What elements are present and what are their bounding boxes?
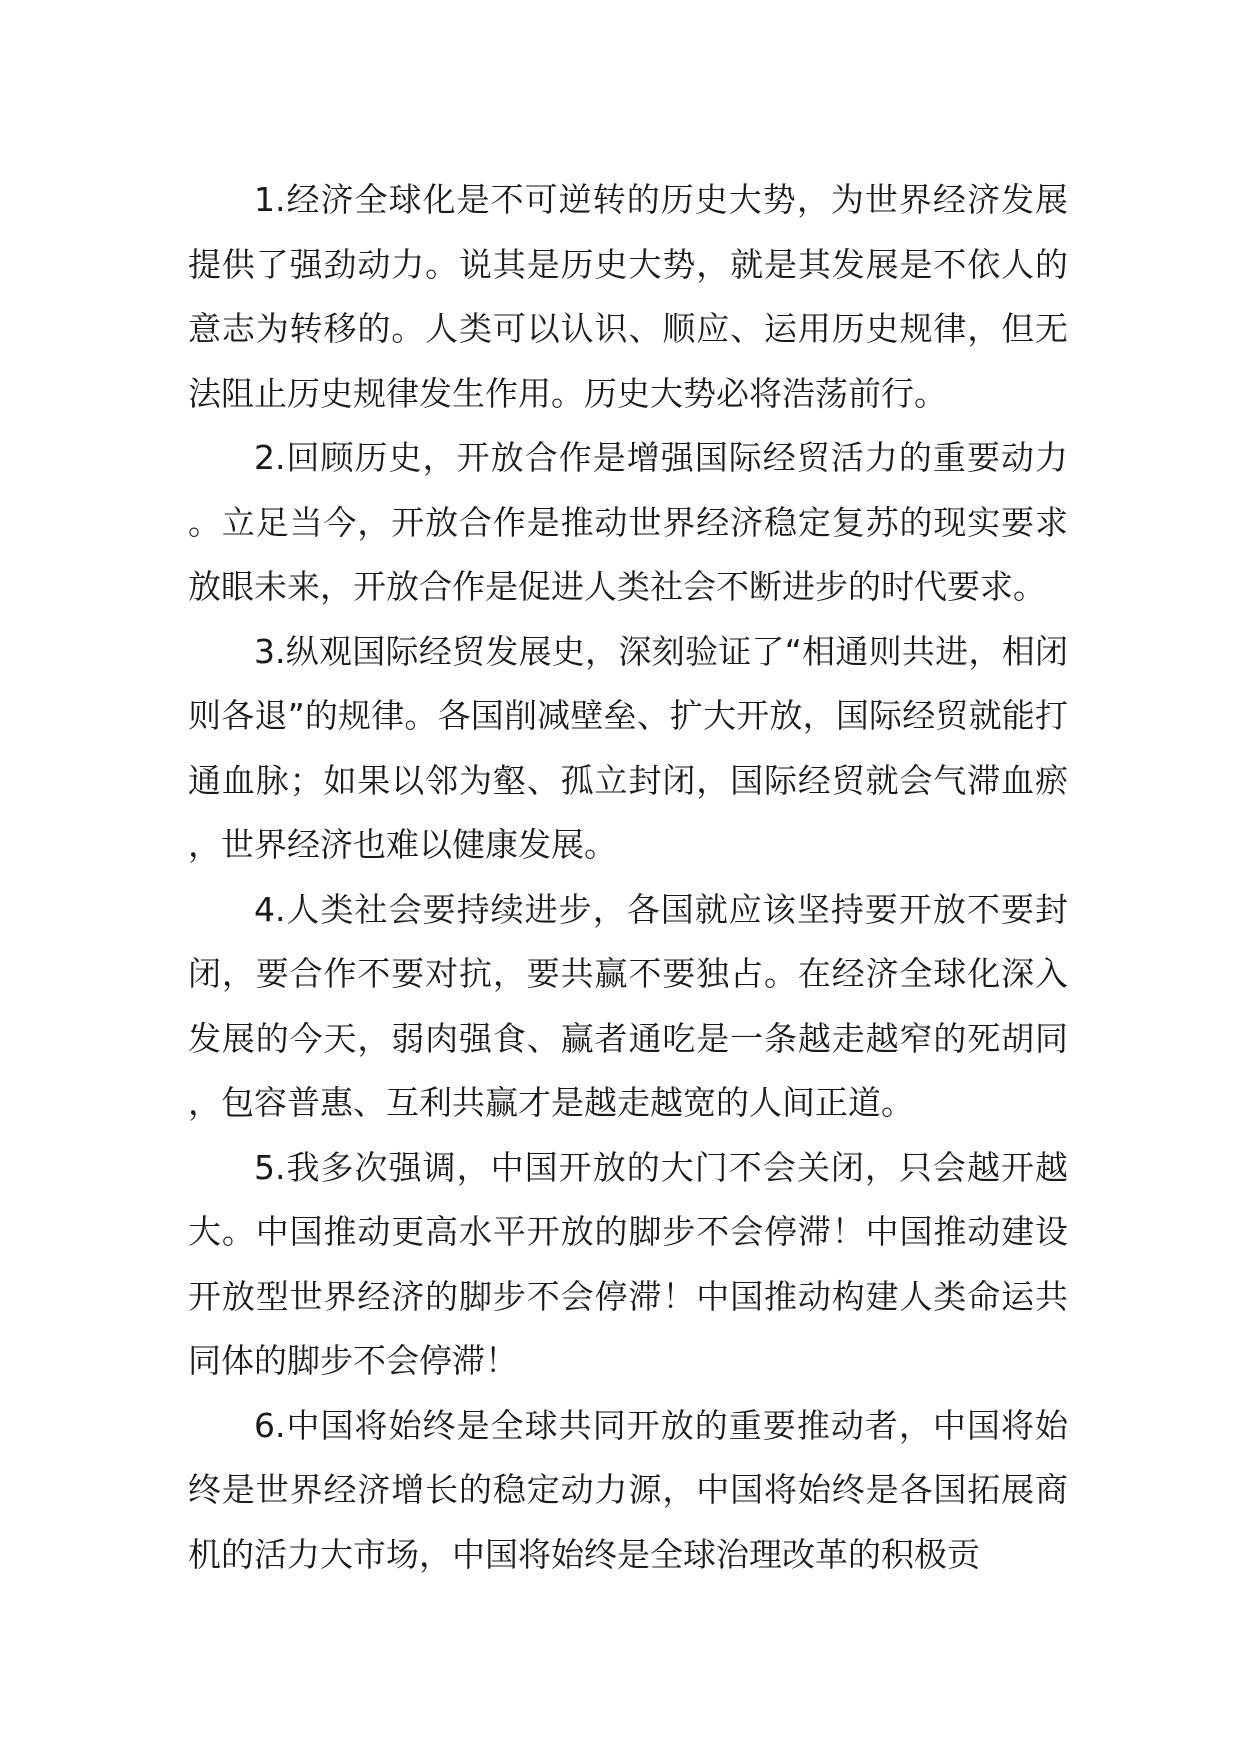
document-page — [188, 168, 1068, 1587]
paragraph-3: 3.纵观国际经贸发展史，深刻验证了“相通则共进，相闭则各退”的规律。各国削减壁垒、扩大开放，国际经贸就能打通血脉；如果以邻为壑、孤立封闭，国际经贸就会气滞血瘀，世界经济也难以健康发展。 — [188, 631, 1068, 864]
paragraph-6: 6.中国将始终是全球共同开放的重要推动者，中国将始终是世界经济增长的稳定动力源，中国将始终是各国拓展商机的活力大市场，中国将始终是全球治理改革的积极贡 — [188, 1405, 1068, 1574]
paragraph-2: 2.回顾历史，开放合作是增强国际经贸活力的重要动力。立足当今，开放合作是推动世界经济稳定复苏的现实要求放眼未来，开放合作是促进人类社会不断进步的时代要求。 — [188, 438, 1068, 606]
paragraph-4: 4.人类社会要持续进步，各国就应该坚持要开放不要封闭，要合作不要对抗，要共赢不要独占。在经济全球化深入发展的今天，弱肉强食、赢者通吃是一条越走越窄的死胡同，包容普惠、互利共赢才是越走越宽的人间正道。 — [188, 889, 1068, 1122]
paragraph-5: 5.我多次强调，中国开放的大门不会关闭，只会越开越大。中国推动更高水平开放的脚步不会停滞！中国推动建设开放型世界经济的脚步不会停滞！中国推动构建人类命运共同体的脚步不会停滞！ — [188, 1147, 1068, 1380]
paragraph-1: 1.经济全球化是不可逆转的历史大势，为世界经济发展提供了强劲动力。说其是历史大势，就是其发展是不依人的意志为转移的。人类可以认识、顺应、运用历史规律，但无法阻止历史规律发生作用。历史大势必将浩荡前行。 — [188, 180, 1068, 413]
